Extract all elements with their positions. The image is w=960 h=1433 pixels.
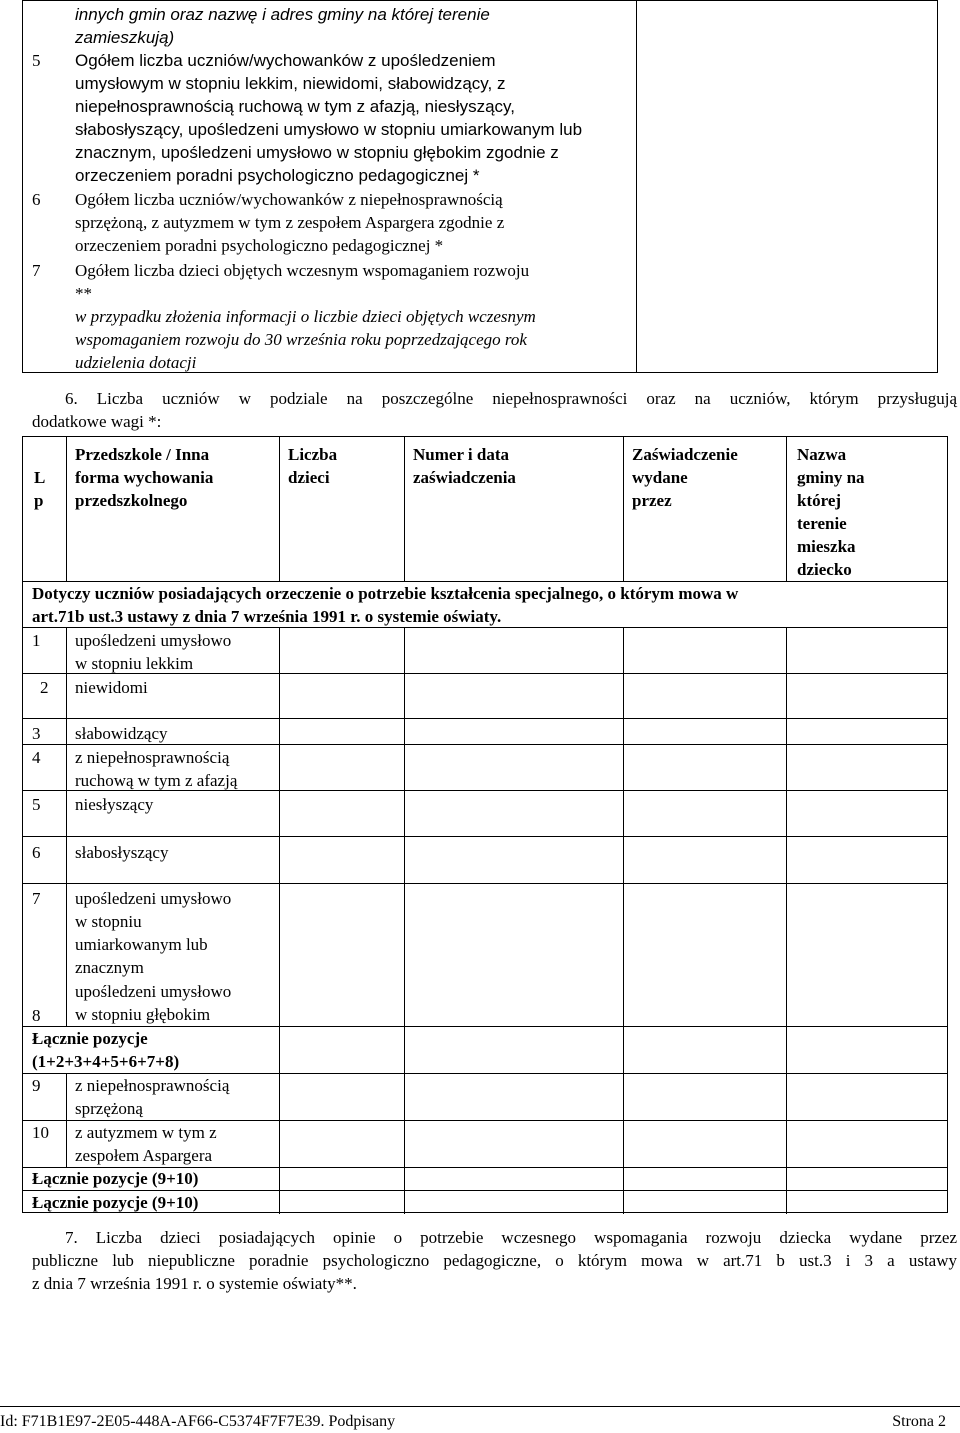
row-5-line: znacznym, upośledzeni umysłowo w stopniu głębokim zgodnie z [75, 143, 559, 162]
section-7-line-3: z dnia 7 września 1991 r. o systemie oświaty**. [32, 1274, 357, 1293]
row-5-line: słabosłyszący, upośledzeni umysłowo w stopniu umiarkowanym lub [75, 120, 583, 139]
row-label: z autyzmem w tym z zespołem Aspargera [75, 1123, 217, 1165]
row-number: 8 [32, 1006, 41, 1025]
row-4-line: innych gmin oraz nazwę i adres gminy na której terenie [75, 5, 490, 24]
table-note-line: Dotyczy uczniów posiadających orzeczenie o potrzebie kształcenia specjalnego, o którym mowa w [32, 584, 739, 603]
table-note-line: art.71b ust.3 ustawy z dnia 7 września 1991 r. o systemie oświaty. [32, 607, 502, 626]
row-number: 4 [32, 748, 41, 767]
row-7-note-line: w przypadku złożenia informacji o liczbie dzieci objętych wczesnym [75, 307, 536, 326]
table-border [623, 627, 624, 1214]
table-border [786, 436, 787, 582]
table-border [404, 627, 405, 1214]
section-6-line-1: 6. Liczba uczniów w podziale na poszczególne niepełnosprawności oraz na uczniów, którym przysługują [65, 389, 957, 408]
row-label: słabosłyszący [75, 843, 169, 862]
row-label: upośledzeni umysłowo w stopniu głębokim [75, 982, 232, 1024]
row-number: 6 [32, 843, 41, 862]
header-zaswiadczenie: Zaświadczenie wydane przez [632, 445, 738, 510]
row-7-note-line: wspomaganiem rozwoju do 30 września roku poprzedzającego rok [75, 330, 527, 349]
row-5-line: umysłowym w stopniu lekkim, niewidomi, słabowidzący, z [75, 74, 506, 93]
row-number: 2 [40, 678, 49, 697]
row-6-line: Ogółem liczba uczniów/wychowanków z niepełnosprawnością [75, 190, 503, 209]
row-label: niesłyszący [75, 795, 154, 814]
header-przedszkole: Przedszkole / Inna forma wychowania przedszkolnego [75, 445, 214, 510]
table-border [404, 436, 405, 582]
row-label: upośledzeni umysłowo w stopniu umiarkowanym lub znacznym [75, 889, 232, 977]
document-id: Id: F71B1E97-2E05-448A-AF66-C5374F7F7E39. Podpisany [0, 1413, 396, 1430]
row-5-line: orzeczeniem poradni psychologiczno pedagogicznej * [75, 166, 480, 185]
section-7-line-1: 7. Liczba dzieci posiadających opinie o potrzebie wczesnego wspomagania rozwoju dziecka wydane przez [65, 1228, 957, 1247]
table-border [66, 436, 67, 582]
table-border [279, 436, 280, 582]
table-border [22, 718, 948, 719]
row-7-line: ** [75, 284, 92, 303]
header-liczba-dzieci: Liczba dzieci [288, 445, 338, 487]
row-total-label: Łącznie pozycje (9+10) [32, 1169, 199, 1188]
row-label: niewidomi [75, 678, 148, 697]
row-7-note-line: udzielenia dotacji [75, 353, 197, 372]
section-6-line-2: dodatkowe wagi *: [32, 412, 162, 431]
row-7-line: Ogółem liczba dzieci objętych wczesnym wspomaganiem rozwoju [75, 261, 530, 280]
row-number: 5 [32, 795, 41, 814]
table-border [22, 0, 937, 1]
table-border [22, 836, 948, 837]
row-number: 3 [32, 724, 41, 743]
row-label: z niepełnosprawnością ruchową w tym z afazją [75, 748, 238, 790]
row-number: 1 [32, 631, 41, 650]
header-lp: L p [34, 468, 46, 510]
row-total-label: Łącznie pozycje (1+2+3+4+5+6+7+8) [32, 1029, 180, 1071]
row-label: słabowidzący [75, 724, 168, 743]
row-label: z niepełnosprawnością sprzężoną [75, 1076, 230, 1118]
row-number: 9 [32, 1076, 41, 1095]
table-border [22, 0, 23, 373]
row-4-line: zamieszkują) [75, 28, 175, 47]
row-6-line: sprzężoną, z autyzmem w tym z zespołem Aspargera zgodnie z [75, 213, 505, 232]
table-border [22, 883, 948, 884]
row-5-line: niepełnosprawnością ruchową w tym z afazją, niesłyszący, [75, 97, 515, 116]
section-7-line-2: publiczne lub niepubliczne poradnie psychologiczno pedagogiczne, o którym mowa w art.71 b ust.3 i 3 a ustawy [32, 1251, 957, 1270]
row-number: 10 [32, 1123, 49, 1142]
table-border [786, 627, 787, 1214]
row-number: 7 [32, 889, 41, 908]
row-7-number: 7 [32, 261, 41, 280]
table-border [937, 0, 938, 373]
row-6-number: 6 [32, 190, 41, 209]
table-border [22, 436, 948, 437]
header-numer-data: Numer i data zaświadczenia [413, 445, 516, 487]
table-border [22, 436, 23, 1213]
table-border [279, 627, 280, 1214]
footer-rule [0, 1406, 960, 1407]
table-border [623, 436, 624, 582]
table-border [947, 436, 948, 1213]
row-total-label: Łącznie pozycje (9+10) [32, 1193, 199, 1212]
page-number: Strona 2 [892, 1413, 946, 1430]
table-border [66, 627, 67, 1027]
row-5-line: Ogółem liczba uczniów/wychowanków z upośledzeniem [75, 51, 496, 70]
row-5-number: 5 [32, 51, 41, 70]
row-label: upośledzeni umysłowo w stopniu lekkim [75, 631, 232, 673]
table-border [636, 0, 637, 373]
header-nazwa-gminy: Nazwa gminy na której terenie mieszka dziecko [797, 445, 865, 579]
row-6-line: orzeczeniem poradni psychologiczno pedagogicznej * [75, 236, 444, 255]
